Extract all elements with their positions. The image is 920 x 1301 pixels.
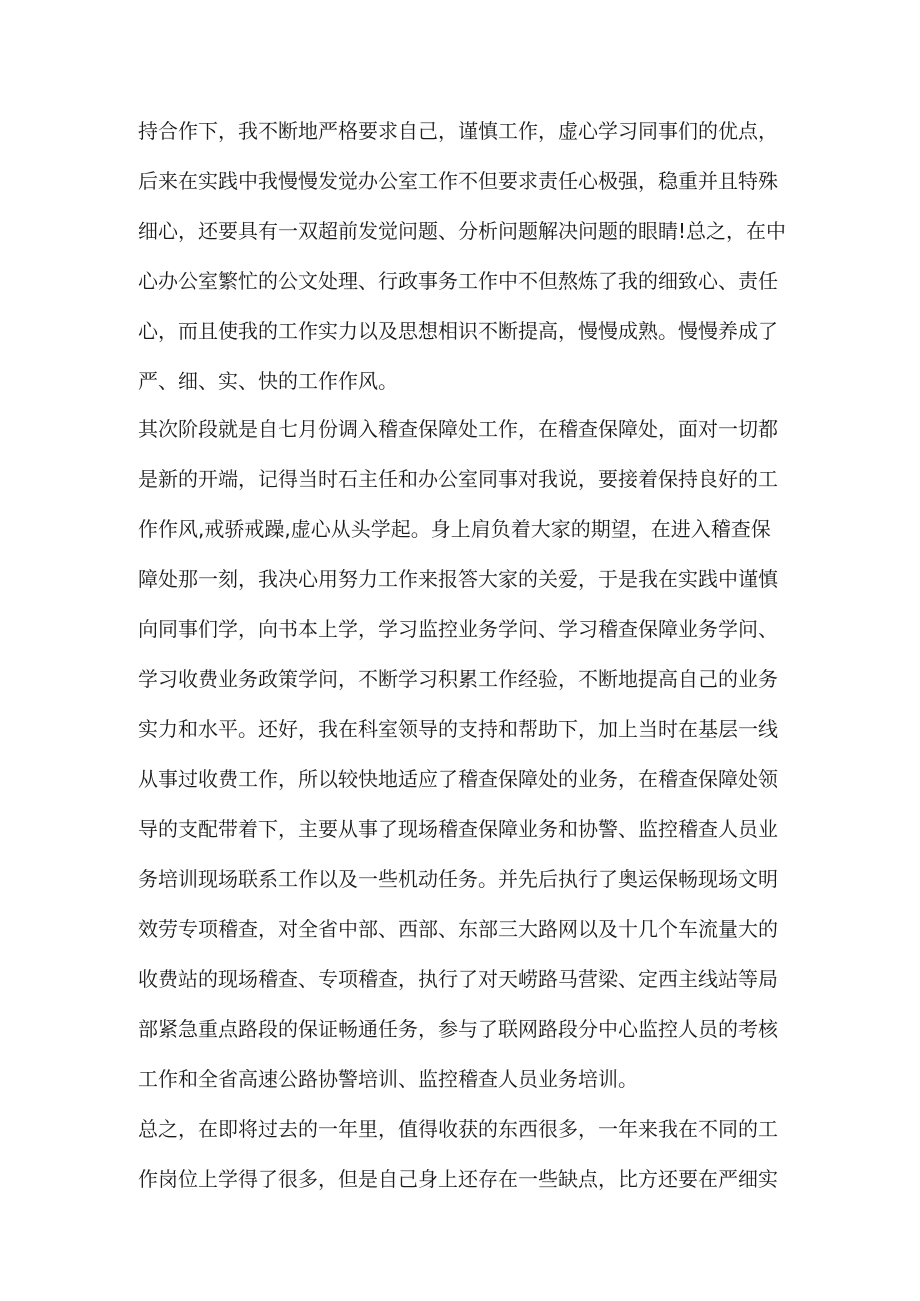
text-line: 实力和水平。还好，我在科室领导的支持和帮助下，加上当时在基层一线 — [138, 717, 778, 741]
text-line: 务培训现场联系工作以及一些机动任务。并先后执行了奥运保畅现场文明 — [138, 867, 778, 891]
text-line: 持合作下，我不断地严格要求自己，谨慎工作，虚心学习同事们的优点， — [138, 119, 778, 143]
text-line: 障处那一刻，我决心用努力工作来报答大家的关爱，于是我在实践中谨慎 — [138, 567, 778, 591]
text-line: 学习收费业务政策学问，不断学习积累工作经验，不断地提高自己的业务 — [138, 667, 778, 691]
text-line: 作作风,戒骄戒躁,虚心从头学起。身上肩负着大家的期望，在进入稽查保 — [138, 517, 771, 541]
text-line: 效劳专项稽查，对全省中部、西部、东部三大路网以及十几个车流量大的 — [138, 917, 778, 941]
text-line: 收费站的现场稽查、专项稽查，执行了对天崂路马营梁、定西主线站等局 — [138, 967, 778, 991]
text-line: 部紧急重点路段的保证畅通任务，参与了联网路段分中心监控人员的考核 — [138, 1017, 778, 1041]
text-line: 后来在实践中我慢慢发觉办公室工作不但要求责任心极强，稳重并且特殊 — [138, 169, 778, 193]
text-line: 向同事们学，向书本上学，学习监控业务学问、学习稽查保障业务学问、 — [138, 617, 778, 641]
text-line: 导的支配带着下，主要从事了现场稽查保障业务和协警、监控稽查人员业 — [138, 817, 778, 841]
text-line: 从事过收费工作，所以较快地适应了稽查保障处的业务，在稽查保障处领 — [138, 767, 778, 791]
text-line: 严、细、实、快的工作作风。 — [138, 369, 398, 393]
text-line: 工作和全省高速公路协警培训、监控稽查人员业务培训。 — [138, 1067, 638, 1091]
text-line: 细心，还要具有一双超前发觉问题、分析问题解决问题的眼睛!总之，在中 — [138, 219, 787, 243]
text-line: 心，而且使我的工作实力以及思想相识不断提高，慢慢成熟。慢慢养成了 — [138, 319, 778, 343]
text-line: 总之，在即将过去的一年里，值得收获的东西很多，一年来我在不同的工 — [138, 1117, 778, 1141]
text-line: 心办公室繁忙的公文处理、行政事务工作中不但熬炼了我的细致心、责任 — [138, 269, 778, 293]
text-line: 其次阶段就是自七月份调入稽查保障处工作，在稽查保障处，面对一切都 — [138, 417, 778, 441]
text-line: 作岗位上学得了很多，但是自己身上还存在一些缺点，比方还要在严细实 — [138, 1167, 778, 1191]
text-line: 是新的开端，记得当时石主任和办公室同事对我说，要接着保持良好的工 — [138, 467, 778, 491]
